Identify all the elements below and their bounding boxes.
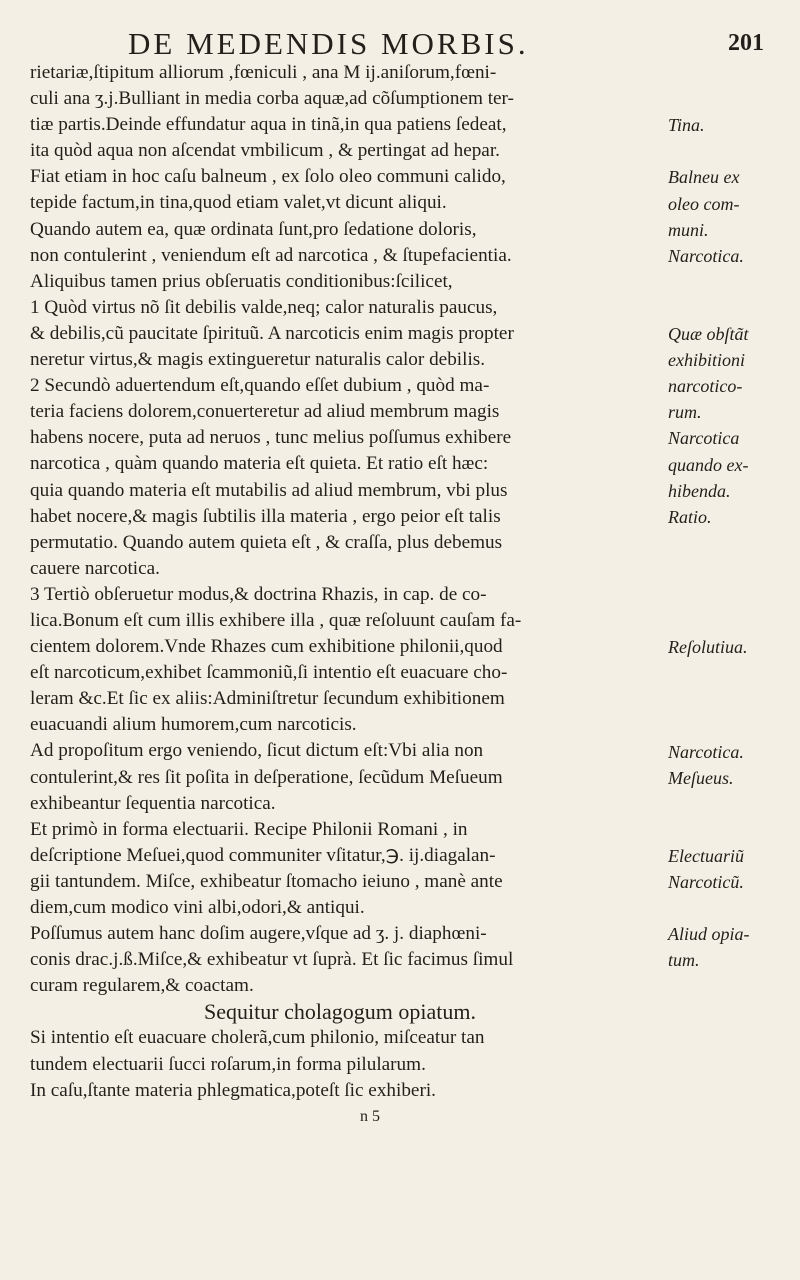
marginal-note: Narcotica bbox=[668, 428, 740, 449]
text-line: non contulerint , veniendum eſt ad narcotica , & ſtupefacientia. bbox=[30, 244, 512, 266]
marginal-note: hibenda. bbox=[668, 480, 731, 501]
marginal-note: Reſolutiua. bbox=[668, 637, 748, 658]
text-line: cientem dolorem.Vnde Rhazes cum exhibitione philonii,quod bbox=[30, 636, 503, 658]
text-line: habens nocere, puta ad neruos , tunc melius poſſumus exhibere bbox=[30, 427, 512, 449]
text-line: Si intentio eſt euacuare cholerã,cum philonio, miſceatur tan bbox=[30, 1027, 485, 1049]
page-title: DE MEDENDIS MORBIS. bbox=[128, 26, 529, 61]
text-line: Poſſumus autem hanc doſim augere,vſque ad ʒ. j. diaphœni- bbox=[30, 923, 487, 945]
text-line: ita quòd aqua non aſcendat vmbilicum , & pertingat ad hepar. bbox=[30, 140, 500, 162]
text-line: Quando autem ea, quæ ordinata ſunt,pro ſedatione doloris, bbox=[30, 218, 477, 240]
text-line: Fiat etiam in hoc caſu balneum , ex ſolo oleo communi calido, bbox=[30, 166, 506, 188]
marginal-note: quando ex- bbox=[668, 454, 749, 475]
text-line: tepide factum,in tina,quod etiam valet,vt dicunt aliqui. bbox=[30, 192, 447, 214]
text-line: teria faciens dolorem,conuerteretur ad aliud membrum magis bbox=[30, 401, 500, 423]
marginal-note: exhibitioni bbox=[668, 350, 745, 371]
marginal-note: Narcoticũ. bbox=[668, 872, 744, 893]
marginal-note: oleo com- bbox=[668, 193, 740, 214]
marginal-note: Balneu ex bbox=[668, 167, 740, 188]
text-line: deſcriptione Meſuei,quod communiter vſitatur,℈. ij.diagalan- bbox=[30, 844, 496, 866]
marginal-note: Narcotica. bbox=[668, 741, 744, 762]
marginal-note: Electuariũ bbox=[668, 846, 744, 866]
signature-mark: n 5 bbox=[360, 1107, 380, 1125]
marginal-note: Aliud opia- bbox=[668, 924, 750, 945]
marginal-note: tum. bbox=[668, 950, 700, 971]
section-heading: Sequitur cholagogum opiatum. bbox=[204, 999, 476, 1025]
marginal-note: narcotico- bbox=[668, 376, 743, 397]
page-number: 201 bbox=[728, 30, 764, 56]
text-line: curam regularem,& coactam. bbox=[30, 975, 254, 997]
text-line: Aliquibus tamen prius obſeruatis conditionibus:ſcilicet, bbox=[30, 270, 453, 292]
main-text-column bbox=[30, 60, 650, 1130]
text-line: cauere narcotica. bbox=[30, 557, 160, 579]
marginal-note: Meſueus. bbox=[668, 767, 734, 788]
text-line: neretur virtus,& magis extingueretur naturalis calor debilis. bbox=[30, 349, 486, 371]
text-line: rietariæ,ſtipitum alliorum ,fœniculi , ana M ij.aniſorum,fœni- bbox=[30, 62, 497, 83]
marginal-note: rum. bbox=[668, 402, 702, 423]
text-line: diem,cum modico vini albi,odori,& antiqui. bbox=[30, 897, 365, 918]
text-line: contulerint,& res ſit poſita in deſperatione, ſecũdum Meſueum bbox=[30, 766, 503, 788]
marginal-note: Narcotica. bbox=[668, 245, 744, 266]
marginal-note: Ratio. bbox=[668, 506, 712, 527]
text-line: culi ana ʒ.j.Bulliant in media corba aquæ,ad cõſumptionem ter- bbox=[30, 88, 514, 110]
text-line: & debilis,cũ paucitate ſpirituũ. A narcoticis enim magis propter bbox=[30, 322, 514, 344]
text-line: tundem electuarii ſucci roſarum,in forma pilularum. bbox=[30, 1053, 426, 1075]
marginal-note: Tina. bbox=[668, 115, 705, 136]
text-line: In caſu,ſtante materia phlegmatica,poteſt ſic exhiberi. bbox=[30, 1079, 436, 1101]
text-line: euacuandi alium humorem,cum narcoticis. bbox=[30, 714, 357, 736]
text-line: exhibeantur ſequentia narcotica. bbox=[30, 792, 276, 814]
text-line: 2 Secundò aduertendum eſt,quando eſſet dubium , quòd ma- bbox=[30, 375, 490, 397]
text-line: leram &c.Et ſic ex aliis:Adminiſtretur ſecundum exhibitionem bbox=[30, 688, 505, 710]
text-line: permutatio. Quando autem quieta eſt , & craſſa, plus debemus bbox=[30, 531, 503, 553]
text-line: narcotica , quàm quando materia eſt quieta. Et ratio eſt hæc: bbox=[30, 453, 489, 475]
text-line: 3 Tertiò obſeruetur modus,& doctrina Rhazis, in cap. de co- bbox=[30, 583, 487, 605]
marginal-note: muni. bbox=[668, 219, 709, 240]
text-line: Ad propoſitum ergo veniendo, ſicut dictum eſt:Vbi alia non bbox=[30, 740, 484, 762]
text-line: gii tantundem. Miſce, exhibeatur ſtomacho ieiuno , manè ante bbox=[30, 870, 503, 892]
text-line: conis drac.j.ß.Miſce,& exhibeatur vt ſuprà. Et ſic facimus ſimul bbox=[30, 949, 514, 971]
text-line: tiæ partis.Deinde effundatur aqua in tinã,in qua patiens ſedeat, bbox=[30, 114, 507, 136]
text-line: eſt narcoticum,exhibet ſcammoniũ,ſi intentio eſt euacuare cho- bbox=[30, 662, 508, 684]
text-line: 1 Quòd virtus nõ ſit debilis valde,neq; calor naturalis paucus, bbox=[30, 296, 498, 318]
text-line: quia quando materia eſt mutabilis ad aliud membrum, vbi plus bbox=[30, 479, 508, 501]
text-line: Et primò in forma electuarii. Recipe Philonii Romani , in bbox=[30, 818, 468, 840]
text-line: lica.Bonum eſt cum illis exhibere illa , quæ reſoluunt cauſam fa- bbox=[30, 609, 522, 631]
text-line: habet nocere,& magis ſubtilis illa materia , ergo peior eſt talis bbox=[30, 505, 501, 527]
marginal-note: Quæ obſtãt bbox=[668, 324, 749, 344]
